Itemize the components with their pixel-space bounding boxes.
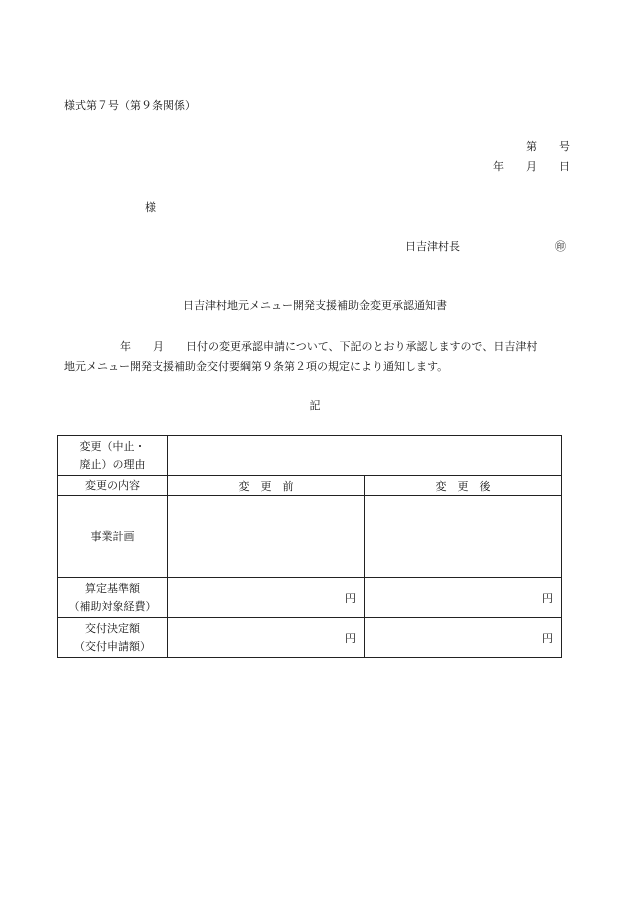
form-label: 様式第７号（第９条関係）	[64, 99, 196, 112]
plan-before-cell[interactable]	[168, 496, 365, 578]
base-amount-label-line1: 算定基準額	[85, 581, 140, 595]
body-line-1: 年 月 日付の変更承認申請について、下記のとおり承認しますので、日吉津村	[120, 340, 538, 353]
yen-unit: 円	[345, 591, 356, 605]
content-label: 変更の内容	[58, 476, 168, 496]
document-title: 日吉津村地元メニュー開発支援補助金変更承認通知書	[183, 299, 447, 312]
reason-label-line1: 変更（中止・	[79, 439, 146, 453]
base-amount-label-line2: （補助対象経費）	[68, 599, 157, 613]
base-amount-label	[58, 578, 168, 618]
yen-unit: 円	[345, 631, 356, 645]
ki-heading: 記	[309, 399, 321, 412]
yen-unit: 円	[542, 591, 553, 605]
addressee: 様	[145, 201, 156, 214]
reason-label	[58, 436, 168, 476]
before-column-header: 変 更 前	[168, 476, 365, 496]
plan-after-cell[interactable]	[365, 496, 562, 578]
reason-label-line2: 廃止）の理由	[79, 457, 146, 471]
body-text	[64, 337, 569, 377]
document-number: 第 号	[526, 140, 570, 153]
table-row-base-amount	[58, 578, 562, 618]
decision-amount-label-line2: （交付申請額）	[74, 639, 151, 653]
decision-amount-before-cell[interactable]	[168, 618, 365, 658]
after-column-header: 変 更 後	[365, 476, 562, 496]
table-row-reason	[58, 436, 562, 476]
change-detail-table	[57, 435, 562, 658]
document-date: 年 月 日	[493, 160, 570, 173]
table-row-plan	[58, 496, 562, 578]
decision-amount-label	[58, 618, 168, 658]
table-row-decision-amount	[58, 618, 562, 658]
yen-unit: 円	[542, 631, 553, 645]
base-amount-after-cell[interactable]	[365, 578, 562, 618]
seal-mark: ㊞	[555, 240, 566, 253]
decision-amount-after-cell[interactable]	[365, 618, 562, 658]
table-row-content-header	[58, 476, 562, 496]
plan-label: 事業計画	[58, 496, 168, 578]
base-amount-before-cell[interactable]	[168, 578, 365, 618]
reason-cell[interactable]	[168, 436, 562, 476]
body-line-2: 地元メニュー開発支援補助金交付要綱第９条第２項の規定により通知します。	[64, 360, 449, 373]
decision-amount-label-line1: 交付決定額	[85, 621, 140, 635]
sender-name: 日吉津村長	[405, 240, 460, 253]
